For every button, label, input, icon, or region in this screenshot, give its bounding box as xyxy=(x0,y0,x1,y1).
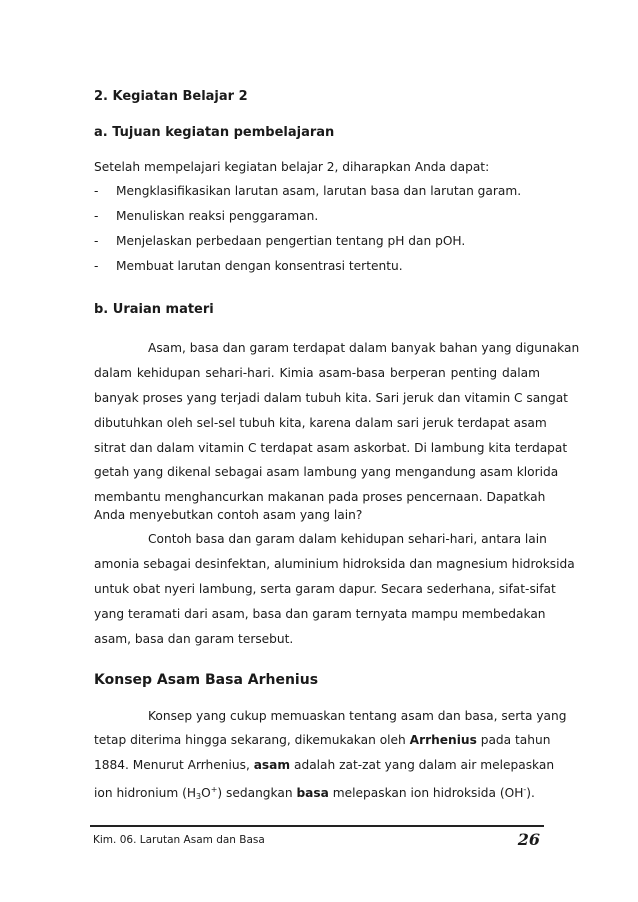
paragraph-line: getah yang dikenal sebagai asam lambung yang mengandung asam klorida xyxy=(94,465,559,479)
paragraph-line: asam, basa dan garam tersebut. xyxy=(94,632,294,646)
konsep-heading: Konsep Asam Basa Arhenius xyxy=(94,672,319,688)
paragraph-line: dalam kehidupan sehari-hari. Kimia asam-basa berperan penting dalam xyxy=(94,366,540,380)
text-run: adalah zat-zat yang dalam air melepaskan xyxy=(293,758,555,772)
superscript: + xyxy=(210,785,218,794)
objective-item: Menjelaskan perbedaan pengertian tentang pH dan pOH. xyxy=(116,234,466,248)
superscript: - xyxy=(523,785,527,794)
term-arrhenius: Arrhenius xyxy=(409,733,477,747)
objective-item: Menuliskan reaksi penggaraman. xyxy=(116,209,319,223)
section-heading: 2. Kegiatan Belajar 2 xyxy=(94,89,248,104)
paragraph-line: Contoh basa dan garam dalam kehidupan sehari-hari, antara lain xyxy=(148,532,547,546)
text-run: 1884. Menurut Arrhenius, xyxy=(94,758,250,772)
paragraph-line: untuk obat nyeri lambung, serta garam dapur. Secara sederhana, sifat-sifat xyxy=(94,582,556,596)
text-run: ion hidronium (H xyxy=(94,786,196,800)
paragraph-line xyxy=(94,757,555,773)
objective-item: Membuat larutan dengan konsentrasi tertentu. xyxy=(116,259,403,273)
text-run: O xyxy=(201,786,211,800)
paragraph-line: yang teramati dari asam, basa dan garam ternyata mampu membedakan xyxy=(94,607,546,621)
bullet-dash: - xyxy=(94,184,99,198)
bullet-dash: - xyxy=(94,209,99,223)
term-basa: basa xyxy=(296,786,329,800)
text-run: ) sedangkan xyxy=(217,786,293,800)
term-asam: asam xyxy=(253,758,291,772)
paragraph-line: amonia sebagai desinfektan, aluminium hidroksida dan magnesium hidroksida xyxy=(94,557,575,571)
paragraph-line: dibutuhkan oleh sel-sel tubuh kita, karena dalam sari jeruk terdapat asam xyxy=(94,416,547,430)
subscript: 3 xyxy=(196,792,202,801)
paragraph-line xyxy=(94,782,540,805)
intro-text: Setelah mempelajari kegiatan belajar 2, diharapkan Anda dapat: xyxy=(94,160,490,174)
subheading-uraian: b. Uraian materi xyxy=(94,302,214,317)
text-run: ). xyxy=(526,786,535,800)
paragraph-line: sitrat dan dalam vitamin C terdapat asam askorbat. Di lambung kita terdapat xyxy=(94,441,568,455)
text-run: pada tahun xyxy=(480,733,551,747)
footer-title: Kim. 06. Larutan Asam dan Basa xyxy=(93,834,265,846)
paragraph-line: banyak proses yang terjadi dalam tubuh kita. Sari jeruk dan vitamin C sangat xyxy=(94,391,568,405)
footer-rule xyxy=(90,825,544,827)
paragraph-line xyxy=(94,732,551,748)
bullet-dash: - xyxy=(94,234,99,248)
paragraph-line: Anda menyebutkan contoh asam yang lain? xyxy=(94,508,363,522)
text-run: melepaskan ion hidroksida (OH xyxy=(332,786,524,800)
paragraph-line: membantu menghancurkan makanan pada proses pencernaan. Dapatkah xyxy=(94,490,546,504)
objective-item: Mengklasifikasikan larutan asam, larutan basa dan larutan garam. xyxy=(116,184,522,198)
page-number: 26 xyxy=(517,830,540,849)
text-run: tetap diterima hingga sekarang, dikemukakan oleh xyxy=(94,733,406,747)
paragraph-line: Konsep yang cukup memuaskan tentang asam dan basa, serta yang xyxy=(148,709,567,723)
bullet-dash: - xyxy=(94,259,99,273)
subheading-tujuan: a. Tujuan kegiatan pembelajaran xyxy=(94,125,335,140)
paragraph-line: Asam, basa dan garam terdapat dalam banyak bahan yang digunakan xyxy=(148,341,580,355)
